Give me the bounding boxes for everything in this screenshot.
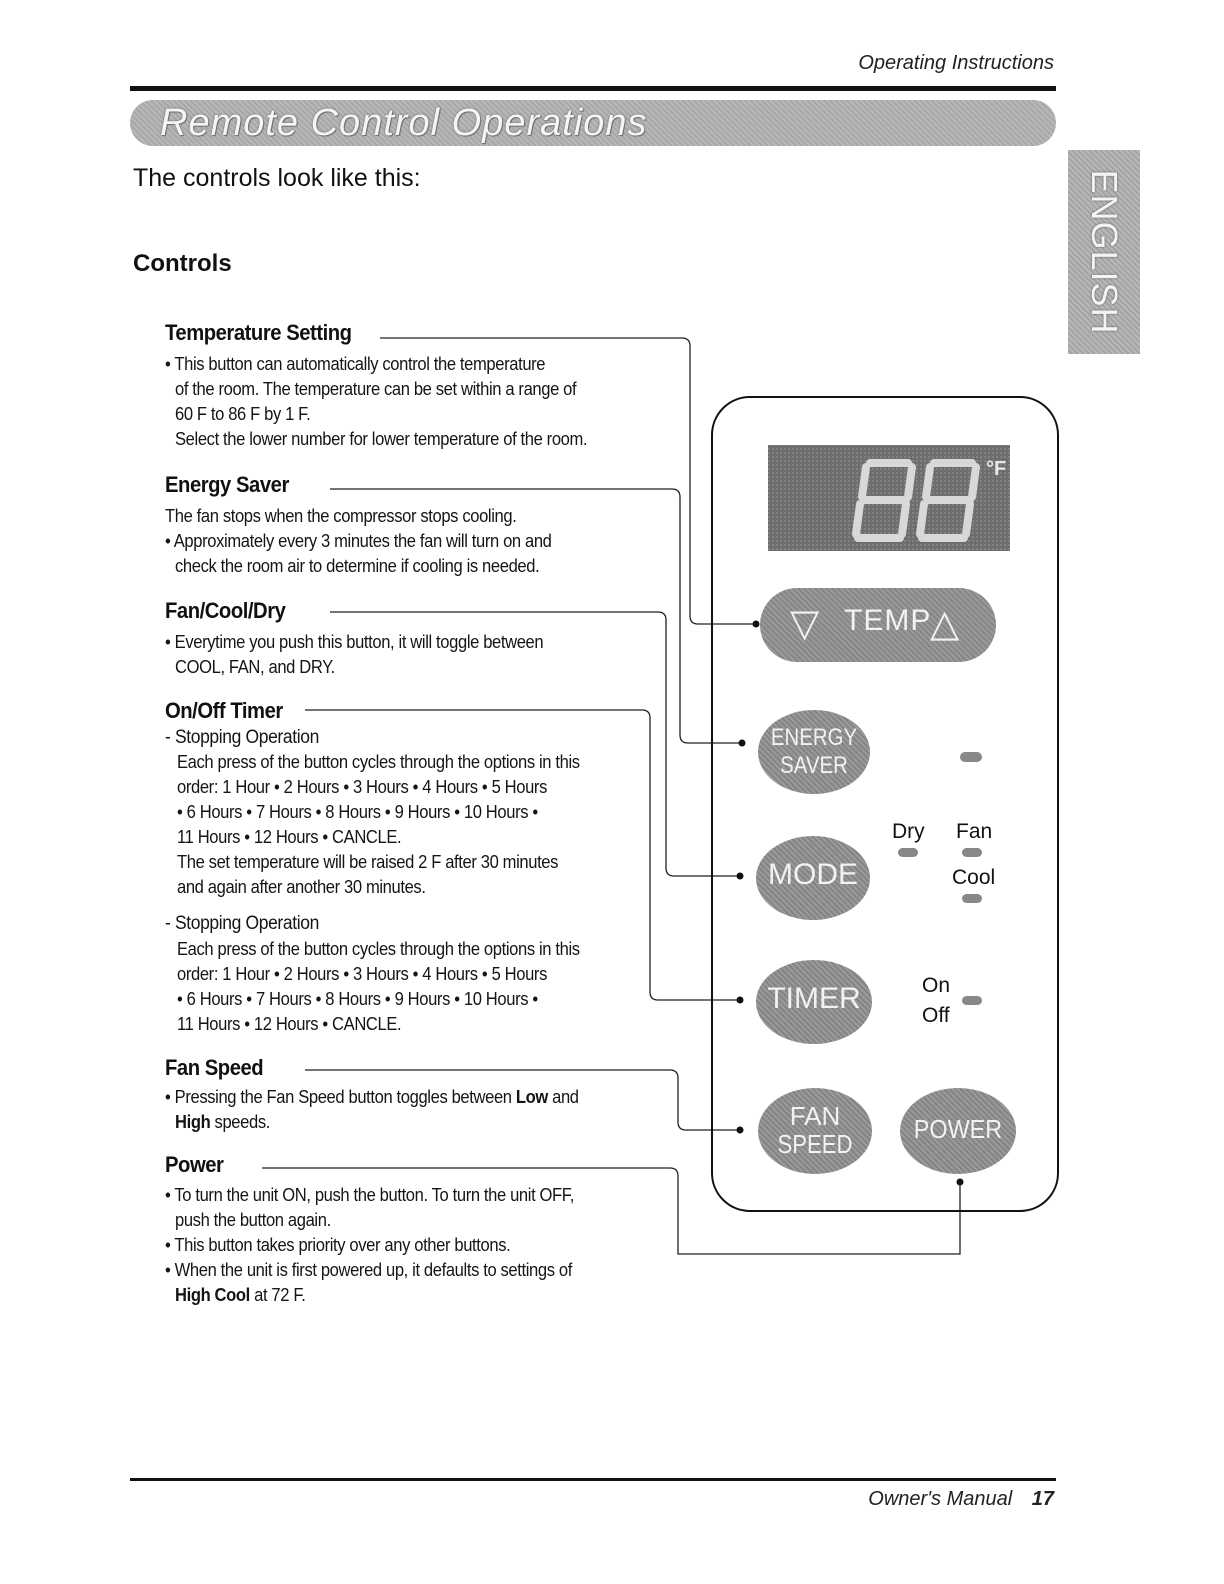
timer-line: The set temperature will be raised 2 F after 30 minutes [177,852,559,872]
leader-temperature [380,338,756,624]
power-button[interactable] [900,1088,1016,1174]
power-line: • When the unit is first powered up, it defaults to settings of [165,1260,572,1280]
temp-down-icon[interactable]: ▽ [790,603,820,645]
timer-line: order: 1 Hour • 2 Hours • 3 Hours • 4 Hours • 5 Hours [177,777,547,797]
power-line: push the button again. [175,1210,331,1230]
leader-timer [305,710,740,1000]
power-line: • To turn the unit ON, push the button. To turn the unit OFF, [165,1185,574,1205]
temp-button[interactable] [760,588,996,662]
mode-title: Fan/Cool/Dry [165,598,286,623]
temperature-line: 60 F to 86 F by 1 F. [175,404,311,424]
timer-line: • 6 Hours • 7 Hours • 8 Hours • 9 Hours • 10 Hours • [177,802,538,822]
fan-label: Fan [956,820,993,843]
energy-line: The fan stops when the compressor stops cooling. [165,506,517,526]
timer-subheading: - Stopping Operation [165,913,319,934]
timer-subheading: - Stopping Operation [165,727,319,748]
footer [868,1488,1054,1511]
timer-line: order: 1 Hour • 2 Hours • 3 Hours • 4 Hours • 5 Hours [177,964,547,984]
temperature-line: • This button can automatically control the temperature [165,354,546,374]
timer-title: On/Off Timer [165,698,283,723]
temp-up-icon[interactable]: △ [930,603,960,645]
timer-line: • 6 Hours • 7 Hours • 8 Hours • 9 Hours • 10 Hours • [177,989,538,1009]
energy-title: Energy Saver [165,472,289,497]
page-number: 17 [1031,1488,1054,1510]
energy-line: check the room air to determine if cooling is needed. [175,556,540,576]
temperature-line: of the room. The temperature can be set within a range of [175,379,577,399]
fan-speed-label-2: SPEED [777,1129,853,1159]
cool-label: Cool [952,866,996,889]
timer-label: TIMER [767,982,861,1015]
mode-line: • Everytime you push this button, it will toggle between [165,632,544,652]
power-label: POWER [913,1114,1003,1144]
timer-line: Each press of the button cycles through the options in this [177,939,580,959]
temperature-line: Select the lower number for lower temperature of the room. [175,429,588,449]
energy-saver-label-1: ENERGY [770,724,858,751]
leader-fanspeed [305,1070,740,1130]
fanspeed-line: • Pressing the Fan Speed button toggles between Low and [165,1087,579,1107]
timer-line: 11 Hours • 12 Hours • CANCLE. [177,1014,402,1034]
dry-led [898,848,918,857]
leader-energy [330,489,742,743]
power-line: • This button takes priority over any other buttons. [165,1235,511,1255]
controls-heading: Controls [133,250,232,277]
temp-label: TEMP [844,604,932,637]
fanspeed-title: Fan Speed [165,1055,264,1080]
language-tab-label: ENGLISH [1084,169,1125,335]
timer-line: Each press of the button cycles through the options in this [177,752,580,772]
mode-line: COOL, FAN, and DRY. [175,657,335,677]
temperature-title: Temperature Setting [165,320,352,345]
energy-saver-label-2: SAVER [780,752,848,779]
timer-line: 11 Hours • 12 Hours • CANCLE. [177,827,402,847]
fan-led [962,848,982,857]
display-unit: °F [986,458,1007,480]
timer-led [962,996,982,1005]
power-line: High Cool at 72 F. [175,1285,306,1305]
leader-mode [330,612,740,876]
intro-text: The controls look like this: [133,164,421,192]
timer-line: and again after another 30 minutes. [177,877,426,897]
timer-button[interactable] [756,960,872,1044]
energy-saver-button[interactable] [758,710,870,794]
fan-speed-label-1: FAN [789,1101,841,1131]
footer-rule [130,1478,1056,1481]
running-header: Operating Instructions [858,52,1054,74]
mode-label: MODE [768,858,858,891]
cool-led [962,894,982,903]
banner-title: Remote Control Operations [160,102,648,144]
mode-button[interactable] [756,836,870,920]
power-title: Power [165,1152,224,1177]
energy-line: • Approximately every 3 minutes the fan will turn on and [165,531,552,551]
energy-saver-led [960,752,982,762]
fan-speed-button[interactable] [758,1088,872,1174]
off-label: Off [922,1004,950,1027]
dry-label: Dry [892,820,925,843]
footer-manual: Owner's Manual [868,1488,1013,1510]
fanspeed-line: High speeds. [175,1112,270,1132]
on-label: On [922,974,951,997]
